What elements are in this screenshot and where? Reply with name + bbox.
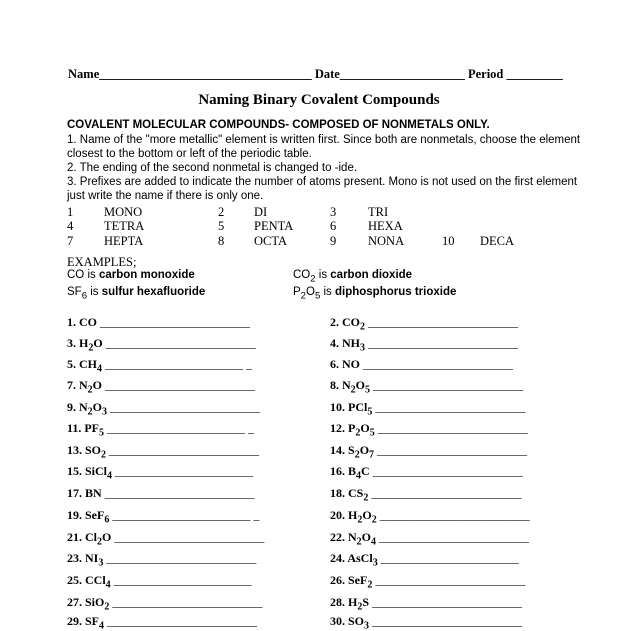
question-item: 28. $H_2S$ _________________________ [330,595,523,613]
prefix-number: 9 [330,234,337,248]
example-item: $P_2O_5$ is diphosphorus trioxide [293,286,457,302]
question-item: 11. $PF_5$ _______________________ _ [67,421,255,439]
question-item: 26. SeF$_2$ _________________________ [330,573,526,591]
example-item: $SF_6$ is sulfur hexafluoride [67,286,206,302]
rule-3: 3. Prefixes are added to indicate the number of atoms present. Mono is not used on the first element just write the name if there is only one. [67,176,578,202]
prefix-name: MONO [104,205,143,219]
question-item: 20. $H_2O_2$ _________________________ [330,508,530,526]
prefix-number: 10 [442,234,455,248]
question-item: 14. $S_2O_7$ _________________________ [330,443,528,461]
question-item: 15. SiCl$_4$ _______________________ [67,464,254,482]
prefix-number: 6 [330,219,337,233]
prefix-name: DI [254,205,268,219]
prefix-name: OCTA [254,234,288,248]
question-item: 24. AsCl$_3$ _______________________ [330,551,519,569]
prefix-number: 7 [67,234,74,248]
question-item: 8. $N_2O_5$ _________________________ [330,378,524,396]
page-title: Naming Binary Covalent Compounds [198,92,440,108]
question-item: 27. SiO$_2$ _________________________ [67,595,263,613]
question-item: 4. $NH_3$ _________________________ [330,336,518,354]
question-item: 2. $CO_2$ _________________________ [330,315,518,333]
question-item: 16. $B_4C$ _________________________ [330,464,523,482]
question-item: 23. $NI_3$ _________________________ [67,551,257,569]
question-item: 19. SeF$_6$ _______________________ _ [67,508,260,526]
prefix-number: 4 [67,219,74,233]
prefix-number: 5 [218,219,225,233]
question-item: 9. $N_2O_3$ _________________________ [67,400,261,418]
prefix-name: HEPTA [104,234,144,248]
prefix-name: HEXA [368,219,403,233]
prefix-number: 8 [218,234,225,248]
question-item: 18. $CS_2$ _________________________ [330,486,522,504]
prefix-number: 3 [330,205,337,219]
question-item: 12. $P_2O_5$ _________________________ [330,421,528,439]
question-item: 13. $SO_2$ _________________________ [67,443,260,461]
name-date-period-line: Name__________________________________ Date____________________ Period _________ [68,67,563,81]
question-item: 17. BN _________________________ [67,486,255,500]
question-item: 7. $N_2O$ _________________________ [67,378,256,396]
prefix-number: 1 [67,205,74,219]
examples-label: EXAMPLES; [67,255,137,269]
question-item: 3. $H_2O$ _________________________ [67,336,256,354]
prefix-name: TRI [368,205,389,219]
question-item: 5. $CH_4$ _______________________ _ [67,357,252,375]
question-item: 22. $N_2O_4$ _________________________ [330,530,530,548]
rule-2: 2. The ending of the second nonmetal is changed to -ide. [67,162,358,174]
question-item: 6. NO _________________________ [330,357,513,371]
prefix-name: PENTA [254,219,294,233]
question-item: 1. CO _________________________ [67,315,250,329]
question-item: 30. $SO_3$ _________________________ [330,614,523,631]
section-heading: COVALENT MOLECULAR COMPOUNDS- COMPOSED OF NONMETALS ONLY. [67,119,490,131]
prefix-name: DECA [480,234,515,248]
question-item: 10. PCl$_5$ _________________________ [330,400,526,418]
question-item: 29. $SF_4$ _________________________ [67,614,258,631]
prefix-name: NONA [368,234,405,248]
rule-1: 1. Name of the "more metallic" element is written first. Since both are nonmetals, choose the element closest to the bottom or left of the periodic table. [67,134,581,160]
prefix-name: TETRA [104,219,145,233]
prefix-number: 2 [218,205,225,219]
question-item: 21. $Cl_2O$ _________________________ [67,530,265,548]
example-item: CO is carbon monoxide [67,269,195,281]
question-item: 25. CCl$_4$ _______________________ [67,573,252,591]
example-item: $CO_2$ is carbon dioxide [293,269,413,285]
